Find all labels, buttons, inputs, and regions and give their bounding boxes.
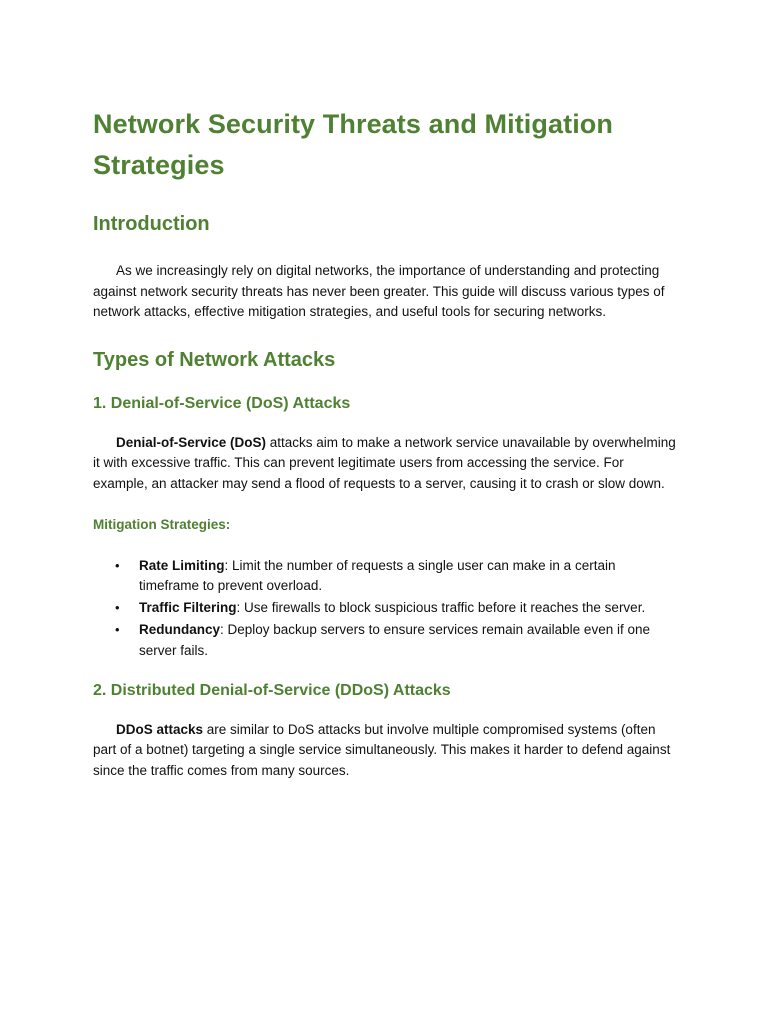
document-title: Network Security Threats and Mitigation Strategies	[93, 109, 613, 180]
list-item	[93, 620, 679, 661]
ddos-lead-rest: are similar to DoS attacks but involve multiple compromised systems (often part of a botnet) targeting a single service simultaneously. This makes it harder to defend against since the traffic comes from many sources.	[93, 721, 671, 778]
list-item-term: Traffic Filtering	[139, 600, 237, 616]
introduction-heading: Introduction	[93, 213, 210, 235]
list-item-text: : Use firewalls to block suspicious traffic before it reaches the server.	[236, 600, 646, 616]
types-heading: Types of Network Attacks	[93, 348, 336, 371]
list-item-term: Redundancy	[139, 622, 221, 638]
ddos-heading: 2. Distributed Denial-of-Service (DDoS) Attacks	[93, 681, 451, 699]
dos-heading: 1. Denial-of-Service (DoS) Attacks	[93, 394, 351, 412]
bullet-icon: •	[115, 557, 120, 573]
list-item-text: : Deploy backup servers to ensure services remain available even if one server fails.	[139, 622, 650, 658]
document-page	[93, 104, 679, 781]
bullet-icon: •	[115, 622, 120, 638]
ddos-paragraph	[93, 720, 679, 782]
ddos-lead-bold: DDoS attacks	[116, 721, 204, 737]
dos-lead-bold: Denial-of-Service (DoS)	[116, 434, 267, 450]
bullet-icon: •	[115, 600, 120, 616]
mitigation-list	[93, 556, 679, 662]
list-item	[93, 598, 679, 619]
mitigation-heading: Mitigation Strategies:	[93, 516, 231, 532]
list-item	[93, 556, 679, 597]
introduction-paragraph: As we increasingly rely on digital networks, the importance of understanding and protecting against network security threats has never been greater. This guide will discuss various types of network attacks, effective mitigation strategies, and useful tools for securing networks.	[93, 263, 665, 320]
dos-paragraph	[93, 433, 679, 495]
list-item-text: : Limit the number of requests a single user can make in a certain timeframe to prevent overload.	[139, 557, 616, 594]
dos-lead-rest: attacks aim to make a network service unavailable by overwhelming it with excessive traffic. This can prevent legitimate users from accessing the service. For example, an attacker may send a flood of requests to a server, causing it to crash or slow down.	[93, 434, 676, 491]
list-item-term: Rate Limiting	[139, 557, 225, 573]
